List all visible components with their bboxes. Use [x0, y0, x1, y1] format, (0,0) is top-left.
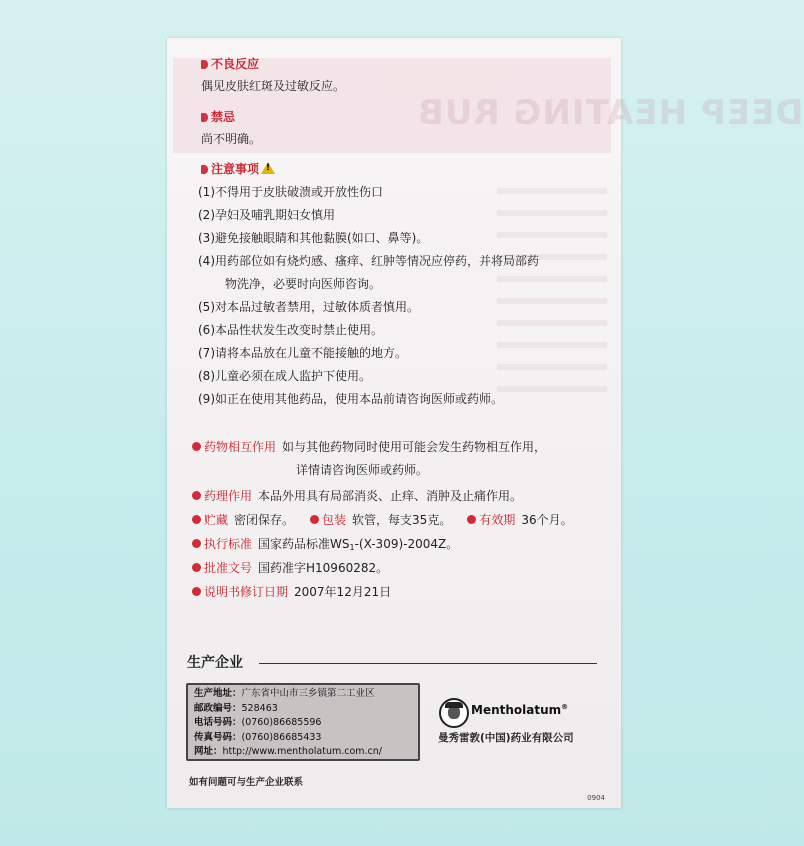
- precaution-item: (6)本品性状发生改变时禁止使用。: [198, 323, 383, 337]
- contraindications-text: 尚不明确。: [201, 132, 262, 146]
- contact-note: 如有问题可与生产企业联系: [189, 777, 304, 788]
- fax-row: 传真号码：(0760)86685433: [194, 731, 322, 743]
- approval-text: 国药准字H10960282。: [258, 561, 389, 575]
- bullet-dot-icon: [192, 515, 201, 524]
- adverse-text: 偶见皮肤红斑及过敏反应。: [201, 79, 346, 93]
- bullet-dot-icon: [310, 515, 319, 524]
- precaution-item-continued: 物洗净，必要时向医师咨询。: [225, 277, 382, 291]
- adverse-heading: 不良反应: [201, 55, 259, 72]
- standard-row: [192, 535, 458, 552]
- contraindications-heading: 禁忌: [201, 108, 235, 125]
- leaflet-paper: [167, 38, 804, 808]
- interaction-row: [192, 438, 546, 455]
- company-name: 曼秀雷敦(中国)药业有限公司: [438, 732, 574, 744]
- storage-package-validity-row: [192, 511, 573, 528]
- precaution-item: (4)用药部位如有烧灼感、瘙痒、红肿等情况应停药，并将局部药: [198, 254, 540, 268]
- pharmacology-key: 药理作用: [204, 489, 253, 503]
- address-row: 生产地址：广东省中山市三乡镇第二工业区: [194, 688, 375, 699]
- precaution-item: (8)儿童必须在成人监护下使用。: [198, 369, 371, 383]
- validity-key: 有效期: [479, 513, 516, 527]
- standard-text: 国家药品标准$WS_1-(X-309)-2004Z$。: [258, 537, 459, 552]
- warning-icon: [261, 162, 275, 174]
- storage-key: 贮藏: [204, 513, 229, 527]
- interaction-text-continued: 详情请咨询医师或药师。: [296, 463, 429, 477]
- bullet-dot-icon: [192, 442, 201, 451]
- precaution-item: (2)孕妇及哺乳期妇女慎用: [198, 208, 335, 222]
- storage-text: 密闭保存。: [234, 513, 295, 527]
- package-text: 软管，每支35克。: [352, 513, 452, 527]
- validity-text: 36个月。: [521, 513, 573, 527]
- address-box: [186, 683, 420, 761]
- precautions-heading: 注意事项!: [201, 160, 275, 177]
- bullet-icon: [201, 60, 208, 69]
- package-key: 包装: [322, 513, 347, 527]
- brand-logo: [435, 698, 595, 743]
- bullet-icon: [201, 113, 208, 122]
- show-through-text: DEEP HEATING RUB: [417, 93, 804, 133]
- standard-key: 执行标准: [204, 537, 253, 551]
- leaflet-content: [167, 38, 621, 808]
- bullet-dot-icon: [192, 563, 201, 572]
- bullet-dot-icon: [192, 587, 201, 596]
- manufacturer-label: 生产企业: [187, 655, 243, 671]
- manufacturer-rule: [259, 663, 597, 664]
- interaction-key: 药物相互作用: [204, 440, 277, 454]
- bullet-dot-icon: [192, 539, 201, 548]
- precaution-item: (7)请将本品放在儿童不能接触的地方。: [198, 346, 407, 360]
- precaution-item: (9)如正在使用其他药品，使用本品前请咨询医师或药师。: [198, 392, 504, 406]
- brand-name: Mentholatum®: [471, 703, 569, 717]
- precaution-item: (1)不得用于皮肤破溃或开放性伤口: [198, 185, 383, 199]
- website-row: 网址：http://www.mentholatum.com.cn/: [194, 746, 382, 757]
- pharmacology-row: [192, 487, 522, 504]
- bullet-dot-icon: [467, 515, 476, 524]
- revision-key: 说明书修订日期: [204, 585, 289, 599]
- approval-key: 批准文号: [204, 561, 253, 575]
- pharmacology-text: 本品外用具有局部消炎、止痒、消肿及止痛作用。: [258, 489, 523, 503]
- bullet-dot-icon: [192, 491, 201, 500]
- interaction-text: 如与其他药物同时使用可能会发生药物相互作用，: [282, 440, 547, 454]
- postcode-row: 邮政编号：528463: [194, 702, 278, 714]
- bullet-icon: [201, 165, 208, 174]
- precaution-item: (3)避免接触眼睛和其他黏膜(如口、鼻等)。: [198, 231, 429, 245]
- revision-text: 2007年12月21日: [294, 585, 392, 599]
- precaution-item: (5)对本品过敏者禁用，过敏体质者慎用。: [198, 300, 419, 314]
- print-code: 0904: [587, 794, 605, 802]
- mentholatum-nurse-icon: [439, 698, 469, 728]
- phone-row: 电话号码：(0760)86685596: [194, 717, 322, 728]
- revision-row: [192, 583, 391, 600]
- approval-row: [192, 559, 388, 576]
